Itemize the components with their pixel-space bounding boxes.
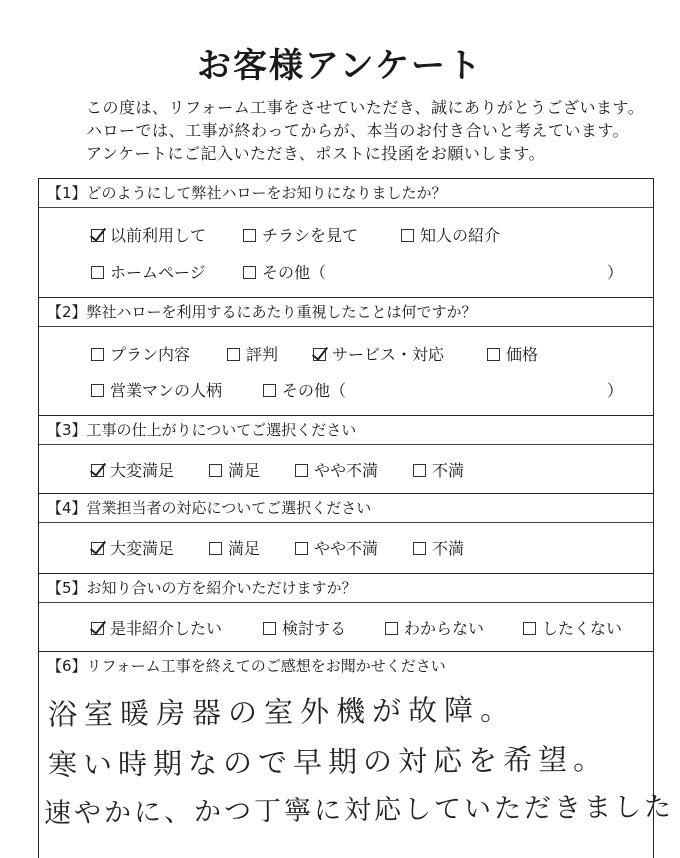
option-other[interactable]: その他（ — [243, 261, 326, 285]
checkbox[interactable] — [209, 464, 222, 477]
checkbox[interactable] — [243, 266, 256, 279]
option-somewhat-dissatisfied[interactable]: やや不満 — [295, 459, 378, 483]
question-4-heading: 【4】営業担当者の対応についてご選択ください — [39, 494, 653, 523]
checkbox[interactable] — [91, 384, 104, 397]
checkbox-checked[interactable] — [91, 229, 104, 242]
option-previous-use[interactable]: 以前利用して — [91, 224, 206, 248]
checkbox[interactable] — [295, 542, 308, 555]
checkbox-checked[interactable] — [91, 464, 104, 477]
checkbox[interactable] — [385, 622, 398, 635]
option-homepage[interactable]: ホームページ — [91, 261, 206, 285]
option-satisfied[interactable]: 満足 — [209, 537, 260, 561]
question-1-options-row-2 — [91, 261, 624, 285]
checkbox[interactable] — [523, 622, 536, 635]
option-salesperson[interactable]: 営業マンの人柄 — [91, 379, 222, 403]
handwritten-comment-line: 浴室暖房器の室外機が故障。 — [47, 692, 517, 732]
checkbox[interactable] — [227, 348, 240, 361]
option-very-satisfied[interactable]: 大変満足 — [91, 459, 174, 483]
question-2-options-row-2 — [91, 379, 624, 403]
option-reputation[interactable]: 評判 — [227, 343, 278, 367]
survey-title: お客様アンケート — [197, 46, 483, 86]
checkbox[interactable] — [263, 622, 276, 635]
option-somewhat-dissatisfied[interactable]: やや不満 — [295, 537, 378, 561]
option-flyer[interactable]: チラシを見て — [243, 224, 358, 248]
question-3-heading: 【3】工事の仕上がりについてご選択ください — [39, 416, 653, 445]
checkbox-checked[interactable] — [91, 622, 104, 635]
question-6-heading: 【6】リフォーム工事を終えてのご感想をお聞かせください — [47, 657, 446, 675]
handwritten-comment-line: 寒い時期なので早期の対応を希望。 — [47, 742, 609, 782]
option-price[interactable]: 価格 — [487, 343, 538, 367]
option-dissatisfied[interactable]: 不満 — [413, 459, 464, 483]
checkbox[interactable] — [263, 384, 276, 397]
intro-line: アンケートにご記入いただき、ポストに投函をお願いします。 — [86, 144, 546, 163]
option-satisfied[interactable]: 満足 — [209, 459, 260, 483]
option-plan[interactable]: プラン内容 — [91, 343, 190, 367]
option-service[interactable]: サービス・対応 — [313, 343, 444, 367]
checkbox[interactable] — [487, 348, 500, 361]
checkbox-checked[interactable] — [313, 348, 326, 361]
option-very-satisfied[interactable]: 大変満足 — [91, 537, 174, 561]
checkbox[interactable] — [209, 542, 222, 555]
question-1-heading: 【1】どのようにして弊社ハローをお知りになりましたか？ — [39, 179, 653, 208]
intro-text — [86, 96, 644, 165]
checkbox-checked[interactable] — [91, 542, 104, 555]
other-paren-close: ） — [607, 263, 624, 282]
option-definitely-refer[interactable]: 是非紹介したい — [91, 617, 222, 641]
question-5-heading: 【5】お知り合いの方を紹介いただけますか？ — [39, 574, 653, 603]
checkbox[interactable] — [413, 542, 426, 555]
option-other[interactable]: その他（ — [263, 379, 346, 403]
checkbox[interactable] — [401, 229, 414, 242]
option-dissatisfied[interactable]: 不満 — [413, 537, 464, 561]
checkbox[interactable] — [413, 464, 426, 477]
other-paren-close: ） — [607, 381, 624, 400]
checkbox[interactable] — [91, 266, 104, 279]
checkbox[interactable] — [91, 348, 104, 361]
option-would-not[interactable]: したくない — [523, 617, 622, 641]
intro-line: ハローでは、工事が終わってからが、本当のお付き合いと考えています。 — [86, 121, 630, 140]
checkbox[interactable] — [295, 464, 308, 477]
question-2-heading: 【2】弊社ハローを利用するにあたり重視したことは何ですか？ — [39, 298, 653, 327]
option-consider[interactable]: 検討する — [263, 617, 346, 641]
option-referral[interactable]: 知人の紹介 — [401, 224, 500, 248]
checkbox[interactable] — [243, 229, 256, 242]
intro-line: この度は、リフォーム工事をさせていただき、誠にありがとうございます。 — [86, 98, 645, 117]
handwritten-comment-line: 速やかに、かつ丁寧に対応していただきました — [43, 791, 675, 830]
option-unsure[interactable]: わからない — [385, 617, 484, 641]
